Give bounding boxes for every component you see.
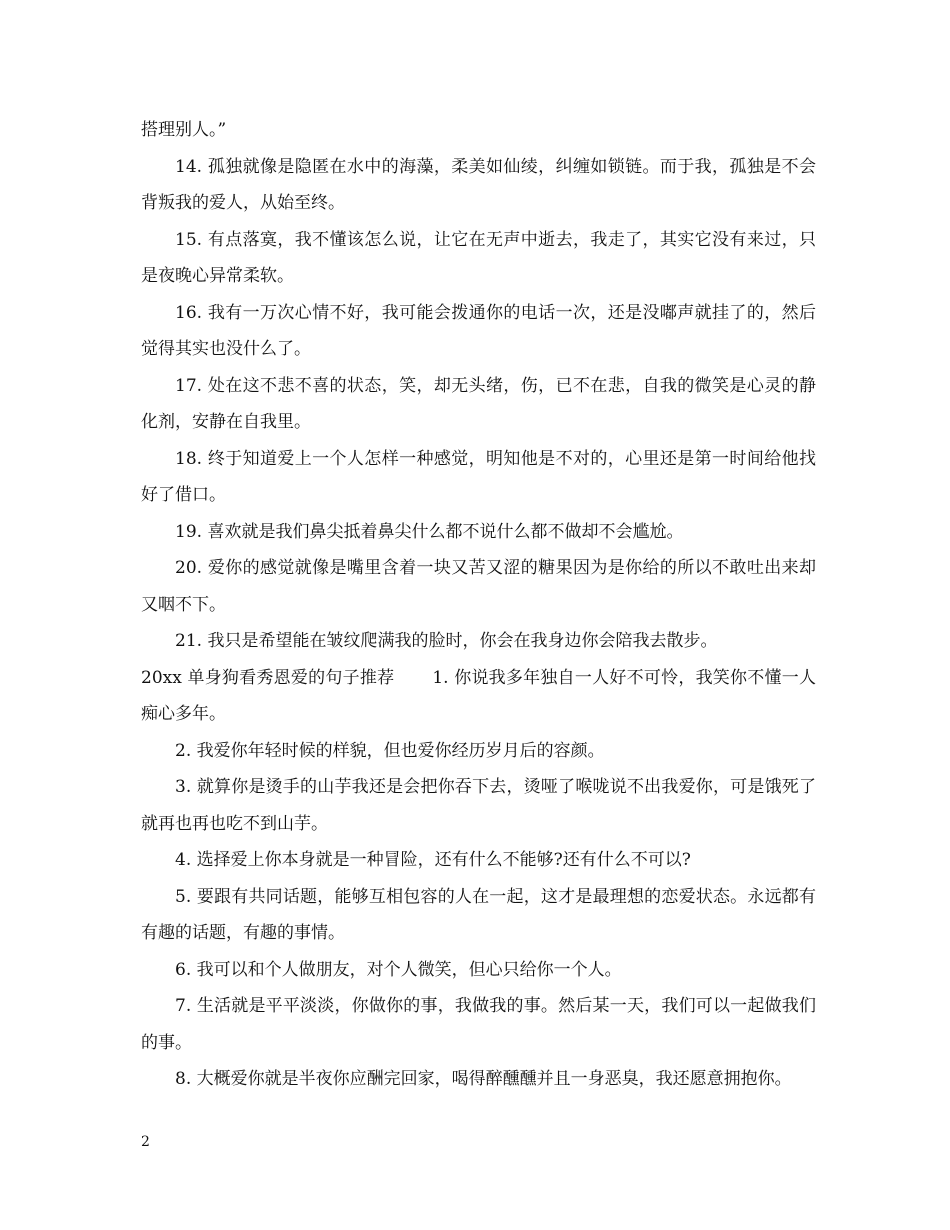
- list-item-19: 19. 喜欢就是我们鼻尖抵着鼻尖什么都不说什么都不做却不会尴尬。: [175, 521, 684, 542]
- list-item-18: 18. 终于知道爱上一个人怎样一种感觉，明知他是不对的，心里还是第一时间给他找好了借口。: [141, 448, 816, 505]
- list-item-14: 14. 孤独就像是隐匿在水中的海藻，柔美如仙绫，纠缠如锁链。而于我，孤独是不会背叛我的爱人，从始至终。: [141, 156, 816, 213]
- list-item-20: 20. 爱你的感觉就像是嘴里含着一块又苦又涩的糖果因为是你给的所以不敢吐出来却又咽不下。: [141, 558, 816, 615]
- list-item-15: 15. 有点落寞，我不懂该怎么说，让它在无声中逝去，我走了，其实它没有来过，只是夜晚心异常柔软。: [141, 229, 816, 286]
- paragraph-continuation: 搭理别人。”: [141, 120, 227, 140]
- list-item-5: 5. 要跟有共同话题，能够互相包容的人在一起，这才是最理想的恋爱状态。永远都有有趣的话题，有趣的事情。: [141, 886, 816, 943]
- section-heading: 20xx 单身狗看秀恩爱的句子推荐: [141, 667, 395, 688]
- page-number: 2: [141, 1134, 150, 1150]
- list-item-1: 1. 你说我多年独自一人好不可怜，我笑你不懂一人痴心多年。: [141, 667, 817, 724]
- list-item-3: 3. 就算你是烫手的山芋我还是会把你吞下去，烫哑了喉咙说不出我爱你，可是饿死了就再也再也吃不到山芋。: [141, 777, 816, 834]
- list-item-2: 2. 我爱你年轻时候的样貌，但也爱你经历岁月后的容颜。: [175, 740, 605, 761]
- list-item-7: 7. 生活就是平平淡淡，你做你的事，我做我的事。然后某一天，我们可以一起做我们的事。: [141, 996, 816, 1053]
- list-item-6: 6. 我可以和个人做朋友，对个人微笑，但心只给你一个人。: [175, 959, 622, 980]
- list-item-4: 4. 选择爱上你本身就是一种冒险，还有什么不能够?还有什么不可以?: [175, 850, 691, 870]
- list-item-8: 8. 大概爱你就是半夜你应酬完回家，喝得醉醺醺并且一身恶臭，我还愿意拥抱你。: [175, 1069, 792, 1089]
- section-heading-paragraph: [141, 660, 816, 733]
- list-item-21: 21. 我只是希望能在皱纹爬满我的脸时，你会在我身边你会陪我去散步。: [175, 631, 718, 651]
- list-item-17: 17. 处在这不悲不喜的状态，笑，却无头绪，伤，已不在悲，自我的微笑是心灵的静化剂，安静在自我里。: [141, 375, 816, 432]
- document-body: [141, 112, 816, 1098]
- list-item-16: 16. 我有一万次心情不好，我可能会拨通你的电话一次，还是没嘟声就挂了的，然后觉得其实也没什么了。: [141, 302, 816, 359]
